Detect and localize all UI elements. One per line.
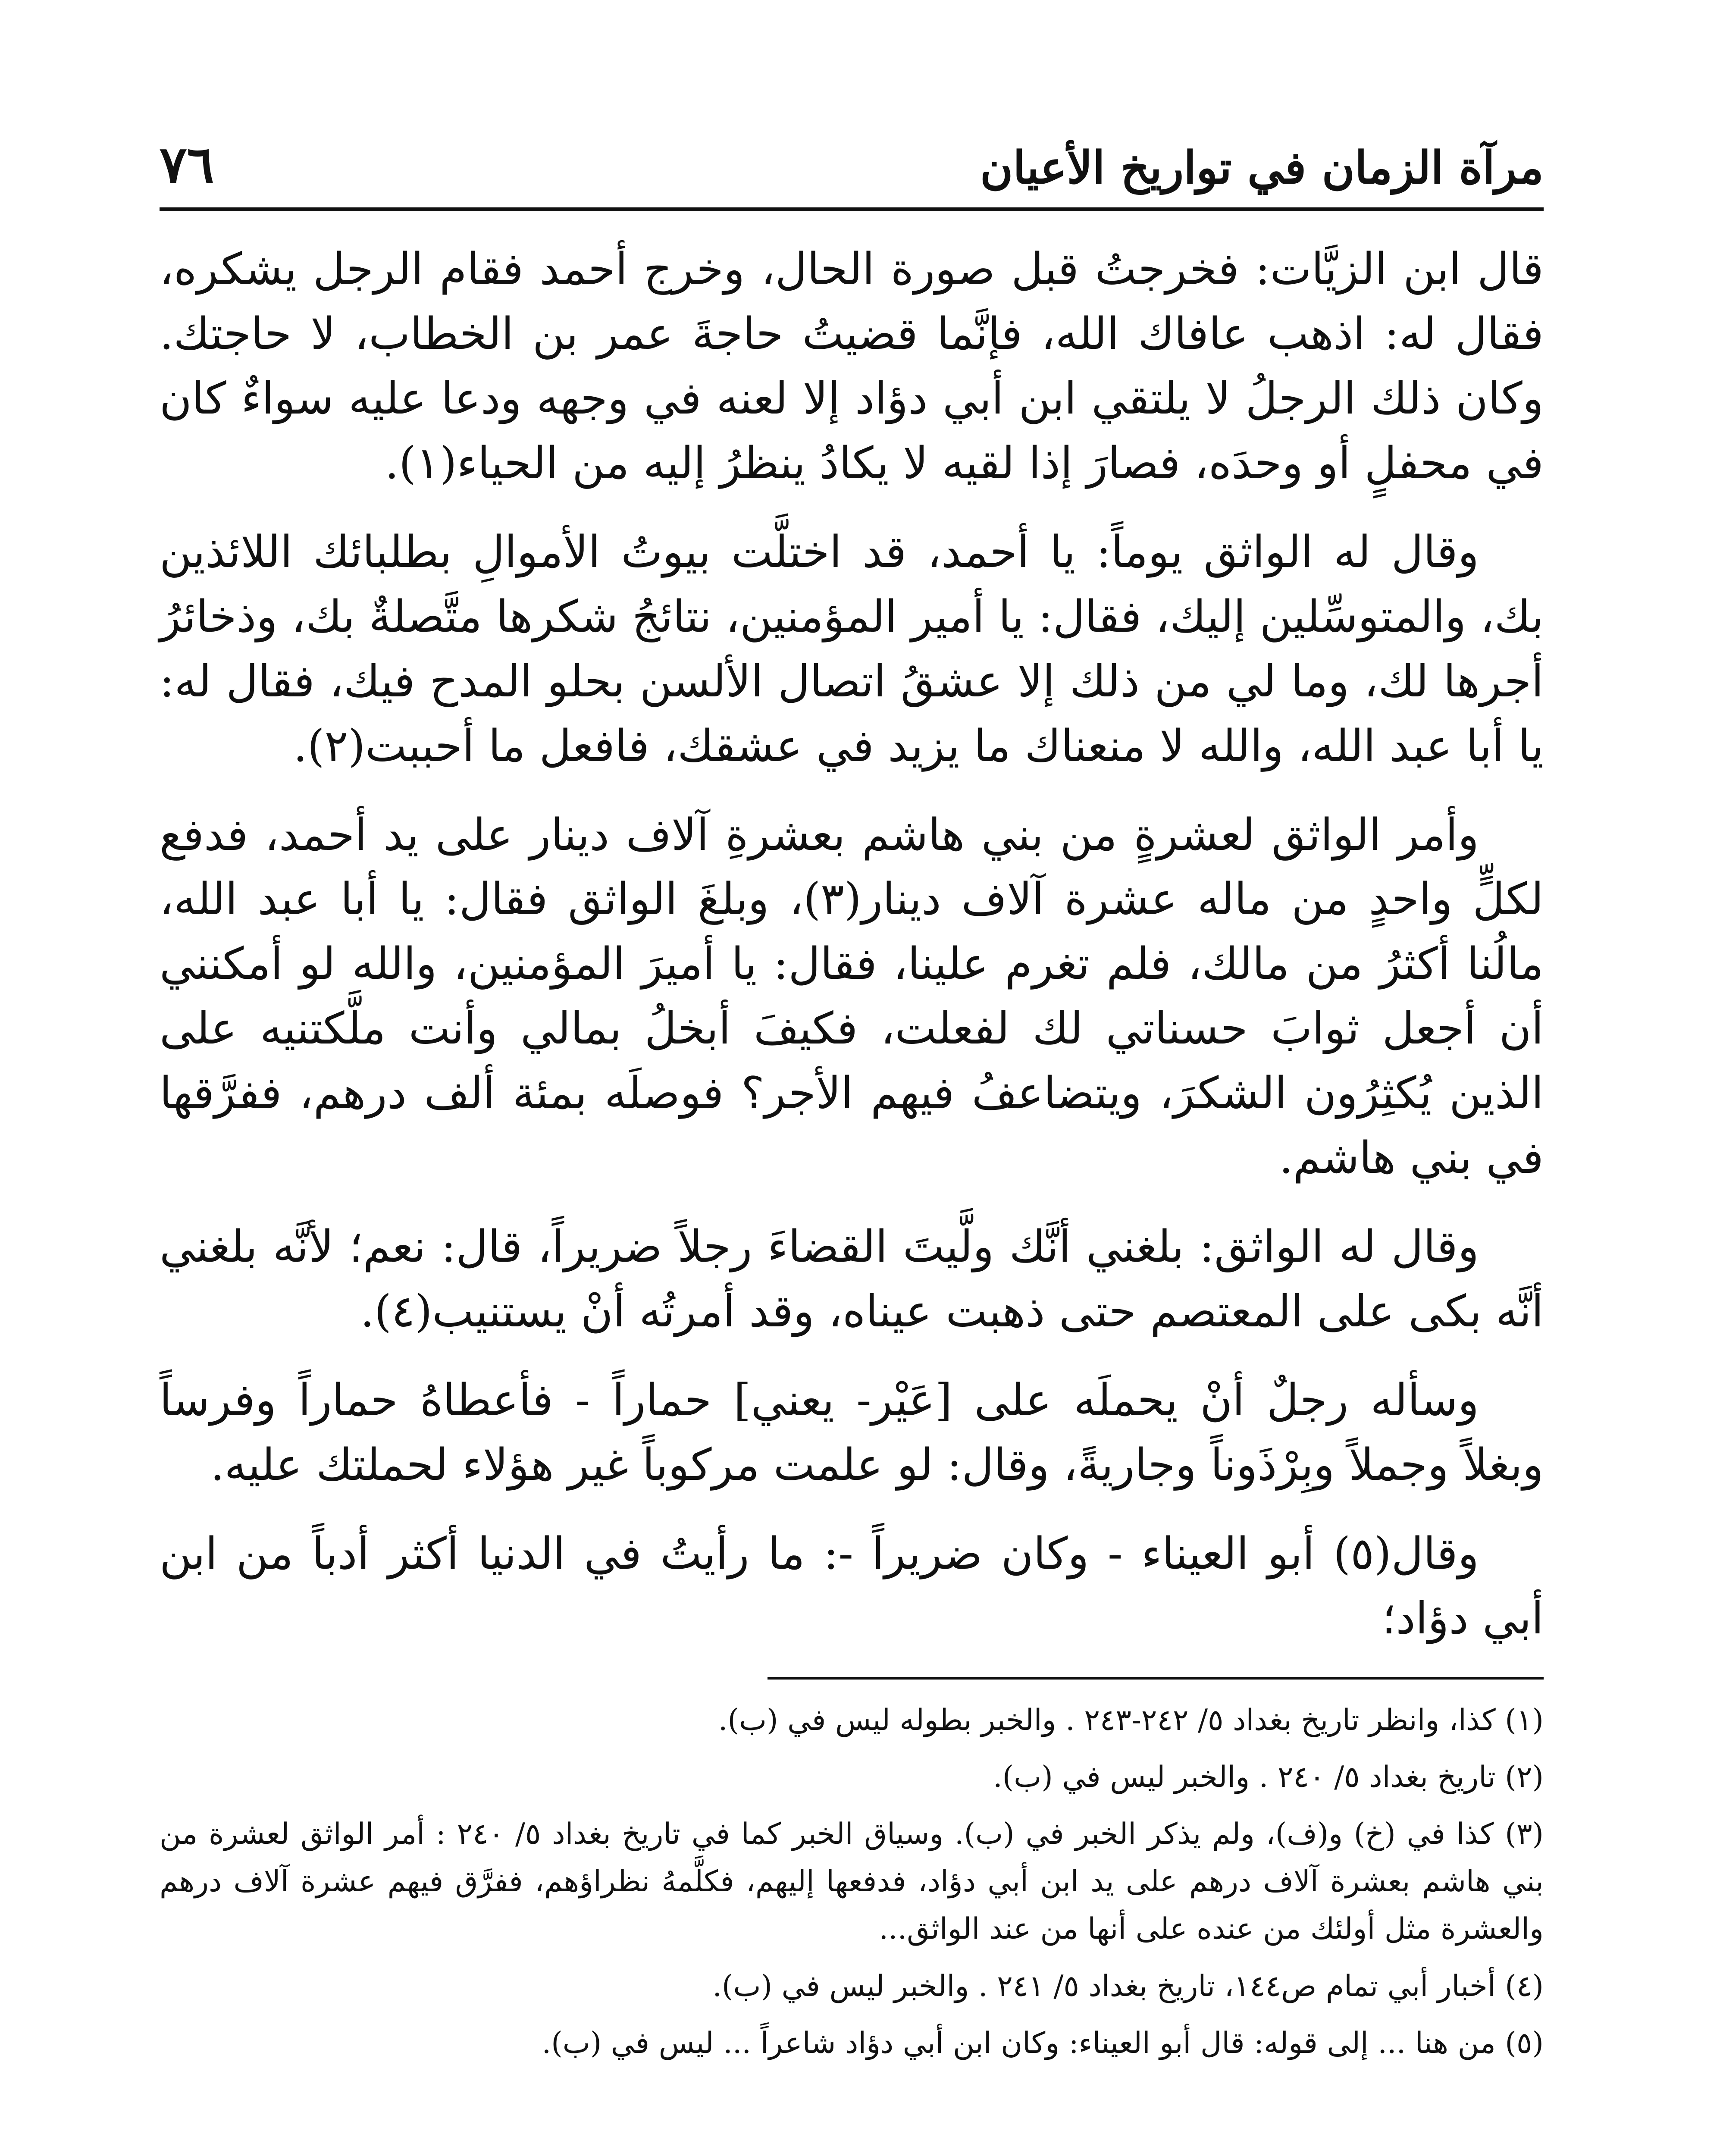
footnote: (٥) من هنا ... إلى قوله: قال أبو العيناء: وكان ابن أبي دؤاد شاعراً ... ليس في (ب). [542,2026,1544,2060]
page-number: ٧٦ [160,135,214,194]
footnote-separator [768,1677,1544,1680]
paragraph: وقال له الواثق يوماً: يا أحمد، قد اختلَّت بيوتُ الأموالِ بطلبائك اللائذين بك، والمتوسِّلين إليك، فقال: يا أمير المؤمنين، نتائجُ شكرها متَّصلةٌ بك، وذخائرُ أجرها لك، وما لي من ذلك إلا عشقُ اتصال الألسن بحلو المدح فيك، فقال له: يا أبا عبد الله، والله لا منعناك ما يزيد في عشقك، فافعل ما أحببت(٢). [160,526,1544,772]
footnote: (٤) أخبار أبي تمام ص١٤٤، تاريخ بغداد ٥/ ٢٤١ . والخبر ليس في (ب). [712,1969,1544,2003]
running-header [160,129,1544,211]
paragraph: وأمر الواثق لعشرةٍ من بني هاشم بعشرةِ آلاف دينار على يد أحمد، فدفع لكلٍّ واحدٍ من ماله عشرة آلاف دينار(٣)، وبلغَ الواثق فقال: يا أبا عبد الله، مالُنا أكثرُ من مالك، فلم تغرم علينا، فقال: يا أميرَ المؤمنين، والله لو أمكنني أن أجعل ثوابَ حسناتي لك لفعلت، فكيفَ أبخلُ بمالي وأنت ملَّكتنيه على الذين يُكثِرُون الشكرَ، ويتضاعفُ فيهم الأجر؟ فوصلَه بمئة ألف درهم، ففرَّقها في بني هاشم. [160,809,1544,1184]
footnotes-section [160,1697,1544,2067]
footnote: (٢) تاريخ بغداد ٥/ ٢٤٠ . والخبر ليس في (ب). [993,1760,1544,1794]
paragraph: قال ابن الزيَّات: فخرجتُ قبل صورة الحال، وخرج أحمد فقام الرجل يشكره، فقال له: اذهب عافاك الله، فإنَّما قضيتُ حاجةَ عمر بن الخطاب، لا حاجتك. وكان ذلك الرجلُ لا يلتقي ابن أبي دؤاد إلا لعنه في وجهه ودعا عليه سواءٌ كان في محفلٍ أو وحدَه، فصارَ إذا لقيه لا يكادُ ينظرُ إليه من الحياء(١). [160,244,1544,489]
footnote: (٣) كذا في (خ) و(ف)، ولم يذكر الخبر في (ب). وسياق الخبر كما في تاريخ بغداد ٥/ ٢٤٠ : أمر الواثق لعشرة من بني هاشم بعشرة آلاف درهم على يد ابن أبي دؤاد، فدفعها إليهم، فكلَّمهُ نظراؤهم، ففرَّق فيهم عشرة آلاف درهم والعشرة مثل أولئك من عنده على أنها من عند الواثق... [160,1817,1544,1946]
main-text [160,237,1544,1651]
paragraph: وقال له الواثق: بلغني أنَّك ولَّيتَ القضاءَ رجلاً ضريراً، قال: نعم؛ لأنَّه بلغني أنَّه بكى على المعتصم حتى ذهبت عيناه، وقد أمرتُه أنْ يستنيب(٤). [160,1221,1544,1338]
book-title: مرآة الزمان في تواريخ الأعيان [980,141,1544,194]
document-page [160,129,1544,2156]
paragraph: وسأله رجلٌ أنْ يحملَه على [عَيْر- يعني] حماراً - فأعطاهُ حماراً وفرساً وبغلاً وجملاً وبِرْذَوناً وجاريةً، وقال: لو علمت مركوباً غير هؤلاء لحملتك عليه. [160,1375,1544,1491]
paragraph: وقال(٥) أبو العيناء - وكان ضريراً -: ما رأيتُ في الدنيا أكثر أدباً من ابن أبي دؤاد؛ [160,1528,1544,1644]
footnote: (١) كذا، وانظر تاريخ بغداد ٥/ ٢٤٢-٢٤٣ . والخبر بطوله ليس في (ب). [718,1703,1544,1737]
